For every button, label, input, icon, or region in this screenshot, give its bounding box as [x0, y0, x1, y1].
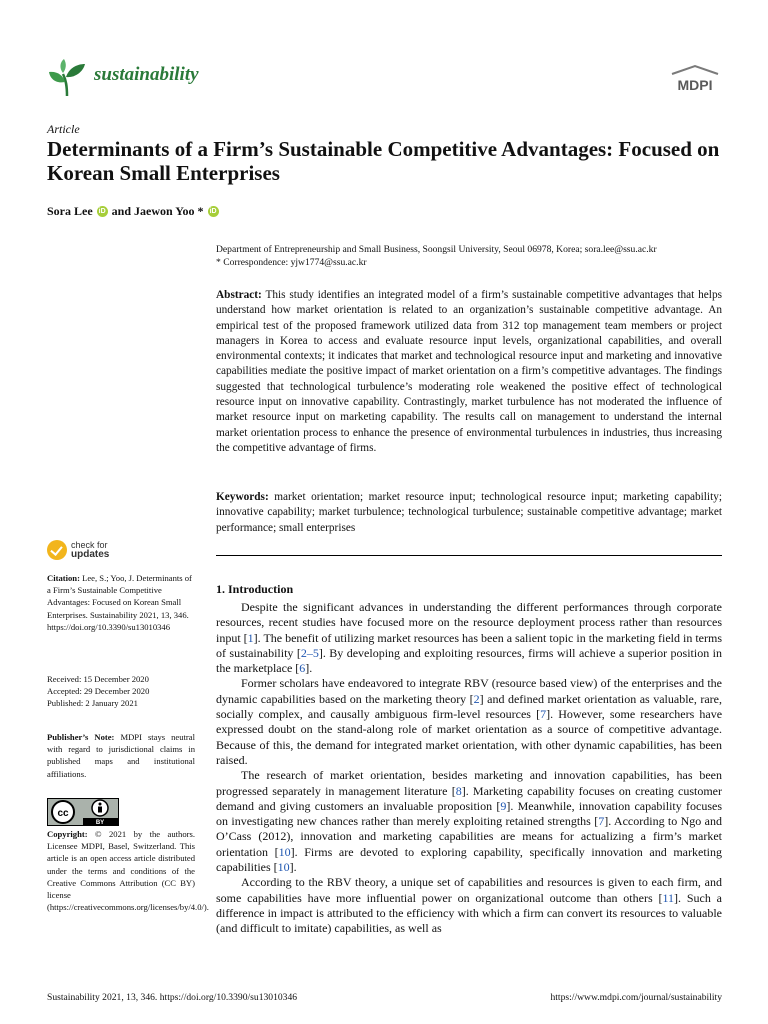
orcid-icon[interactable]: iD [209, 208, 217, 215]
dates-block [47, 673, 197, 710]
footer-citation: Sustainability 2021, 13, 346. https://doi.org/10.3390/su13010346 [47, 992, 298, 1003]
cc-by-license-icon[interactable] [47, 798, 119, 826]
publisher-note [47, 731, 195, 780]
mdpi-logo-icon [668, 64, 722, 96]
accepted-date: Accepted: 29 December 2020 [47, 686, 150, 697]
citation-link[interactable]: 10 [278, 844, 291, 859]
journal-name: sustainability [94, 64, 199, 85]
article-title: Determinants of a Firm’s Sustainable Competitive Advantages: Focused on Korean Small Enterprises [47, 137, 720, 185]
copyright-text: © 2021 by the authors. Licensee MDPI, Basel, Switzerland. This article is an open access article distributed under the terms and conditions of the Creative Commons Attribution (CC BY) license (https://creativecommons.org/licenses/by/4.0/). [47, 829, 209, 913]
citation-link[interactable]: 1 [247, 630, 254, 645]
received-date: Received: 15 December 2020 [47, 674, 149, 684]
journal-logo-icon [47, 58, 87, 98]
abstract [216, 288, 722, 456]
keywords-text: market orientation; market resource input; technological resource input; marketing capability; innovative capability; market turbulence; technological turbulence; sustainable competitive advantage; market performance; small enterprises [216, 491, 722, 534]
citation-link[interactable]: 10 [277, 860, 290, 875]
citation-link[interactable]: 2–5 [300, 645, 319, 660]
svg-text:BY: BY [95, 820, 105, 826]
citation-link[interactable]: 7 [540, 707, 547, 722]
citation-text: Lee, S.; Yoo, J. Determinants of a Firm’s Sustainable Competitive Advantages: Focused on Korean Small Enterprises. Sustainability 2021, 13, 346. https://doi.org/10.3390/su13010346 [47, 573, 192, 632]
paragraph: According to the RBV theory, a unique set of capabilities and resources is given to each firm, and some capabilities have more influential power on organizational outcome than others [11]. Such a difference in impact is attributed to the efficiency with which a firm can convert its resources to valuable (and difficult to imitate) capabilities, as well as [216, 875, 722, 936]
authors [47, 204, 219, 219]
check-line1: check for [71, 540, 108, 550]
orcid-icon[interactable]: iD [98, 208, 106, 215]
citation-link[interactable]: 8 [455, 783, 462, 798]
introduction-body [216, 600, 722, 937]
pubnote-text: MDPI stays neutral with regard to jurisdictional claims in published maps and institutional affiliations. [47, 732, 195, 779]
abstract-text: This study identifies an integrated model of a firm’s sustainable competitive advantages that helps understand how market orientation is related to an organization’s sustainable competitive advantage. An empirical test of the proposed framework utilized data from 312 top management team members or project managers in Korea to access and evaluate resource input levels, organizational capabilities, and overall environmental contexts; it indicates that market and technological resource input and marketing and innovative capabilities mediate the positive impact of market orientation on a firm’s competitive advantages. The findings suggested that technological turbulence’s moderating role weakened the positive effect of technological resource input on innovative capability. Contrastingly, market turbulence has not moderated the influence of market resource input on marketing capability. The results call on management to understand the internal market orientation process to enhance the presence of environmental turbulences in industries, thus increasing the competitive advantage of firms. [216, 289, 722, 454]
citation-block [47, 572, 197, 633]
paragraph: The research of market orientation, besides marketing and innovation capabilities, has been progressed separately in management literature [8]. Marketing capability focuses on creating customer demand and giving customers an invaluable proposition [9]. Meanwhile, innovation capability focuses on investigating new chances rather than merely exploiting retained strengths [7]. According to Ngo and O’Cass (2012), innovation and marketing capabilities are means for actualizing a firm’s market orientation [10]. Firms are devoted to exploring capability, specifically innovation and marketing capabilities [10]. [216, 768, 723, 875]
abstract-label: Abstract: [216, 289, 262, 301]
copyright-label: Copyright: [47, 829, 88, 839]
citation-link[interactable]: 11 [662, 890, 675, 905]
paragraph: Former scholars have endeavored to integrate RBV (resource based view) of the enterprises and the dynamic capabilities based on the marketing theory [2] and defined market orientation as valuable, rare, socially complex, and causally ambiguous firm-level resources [7]. However, some researchers have expressed doubt on the stand-along role of market orientation as a source of competitive advantage. Because of this, the demand for integrated market orientation, with other dynamic capabilities, has been raised. [216, 676, 723, 767]
citation-link[interactable]: 9 [500, 798, 507, 813]
citation-link[interactable]: 2 [473, 691, 480, 706]
keywords-label: Keywords: [216, 491, 269, 503]
paragraph: Despite the significant advances in understanding the different performances through corporate resources, recent studies have focused more on the resource deployment process rather than resources input [1]. The benefit of utilizing market resources has been a salient topic in the marketing field in terms of sustainability [2–5]. By developing and exploiting resources, firms will achieve a superior position in the marketplace [6]. [216, 600, 722, 676]
author-name: Sora Lee [47, 204, 93, 218]
citation-label: Citation: [47, 573, 80, 583]
article-type: Article [47, 122, 80, 136]
footer-journal-link[interactable]: https://www.mdpi.com/journal/sustainability [550, 992, 722, 1003]
citation-link[interactable]: 6 [299, 661, 306, 676]
correspondence: * Correspondence: yjw1774@ssu.ac.kr [216, 257, 367, 268]
divider [216, 555, 722, 556]
affiliation-block [216, 243, 726, 269]
check-icon [47, 540, 67, 560]
published-date: Published: 2 January 2021 [47, 698, 138, 709]
keywords [216, 490, 722, 536]
svg-text:MDPI: MDPI [677, 77, 713, 93]
author-name: and Jaewon Yoo * [111, 204, 204, 218]
citation-link[interactable]: 7 [598, 814, 605, 829]
section-heading: 1. Introduction [216, 582, 294, 596]
pubnote-label: Publisher’s Note: [47, 732, 115, 742]
check-line2: updates [71, 549, 110, 560]
svg-text:cc: cc [57, 808, 69, 819]
check-for-updates-button[interactable] [47, 540, 109, 560]
copyright-block [47, 828, 209, 913]
affiliation: Department of Entrepreneurship and Small Business, Soongsil University, Seoul 06978, Korea; sora.lee@ssu.ac.kr [216, 244, 657, 255]
